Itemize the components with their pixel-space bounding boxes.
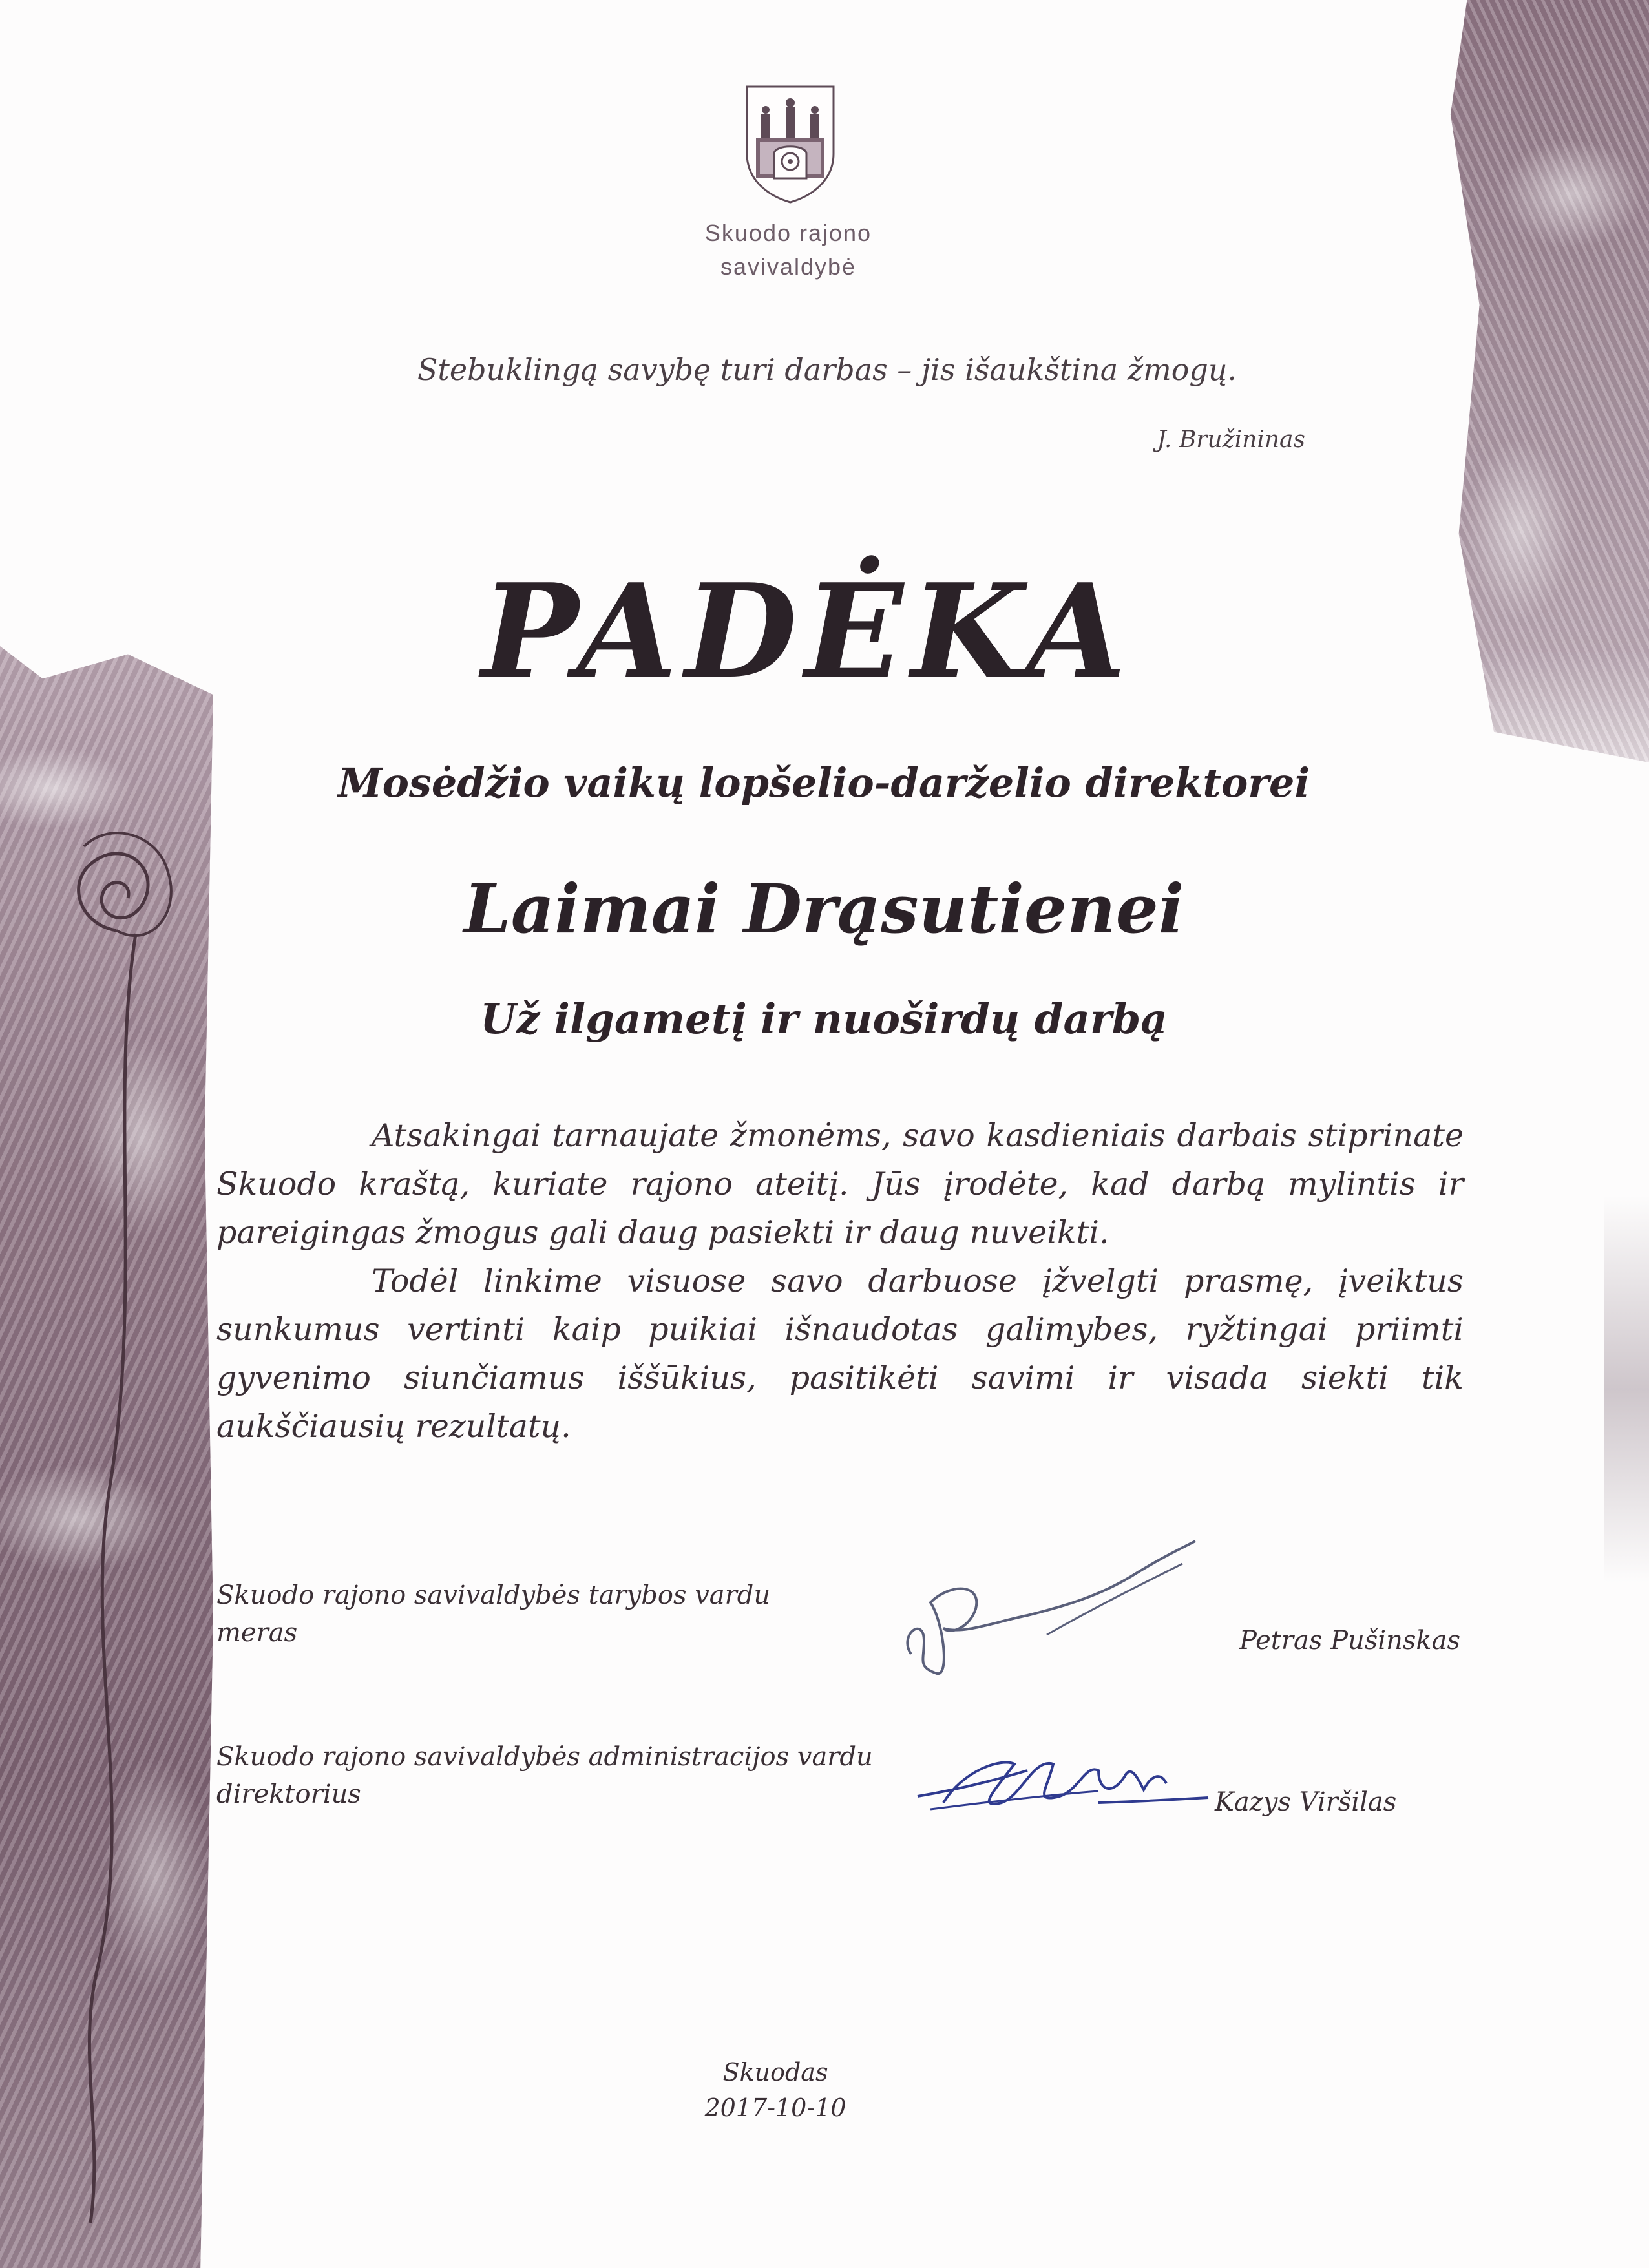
- body-text: [216, 1111, 1464, 1451]
- award-reason: Už ilgametį ir nuoširdų darbą: [480, 995, 1168, 1044]
- issue-date: 2017-10-10: [704, 2094, 846, 2122]
- marble-border-right-edge: [1604, 1195, 1649, 1583]
- issuer-line-2: savivaldybė: [720, 253, 857, 280]
- signatory-2-title: [216, 1738, 927, 1813]
- signatory-2-title-line-2: direktorius: [216, 1780, 361, 1809]
- epigraph-quote: Stebuklingą savybę turi darbas – jis išaukština žmogų.: [417, 352, 1237, 387]
- issue-place: Skuodas: [722, 2058, 828, 2086]
- signature-2-handwritten: [905, 1719, 1215, 1835]
- signatory-1-name: Petras Pušinskas: [1239, 1626, 1460, 1655]
- epigraph-author: J. Bružininas: [1157, 426, 1305, 453]
- body-paragraph-1: Atsakingai tarnaujate žmonėms, savo kasdieniais darbais stiprinate Skuodo kraštą, kuriate rajono ateitį. Jūs įrodėte, kad darbą mylintis ir pareigingas žmogus gali daug pasiekti ir daug nuveikti.: [216, 1117, 1464, 1251]
- signatory-1-title-line-1: Skuodo rajono savivaldybės tarybos vardu: [216, 1580, 771, 1610]
- flower-ornament: [39, 775, 207, 2229]
- signatory-2-name: Kazys Viršilas: [1215, 1787, 1397, 1817]
- body-paragraph-2: Todėl linkime visuose savo darbuose įžvelgti prasmę, įveiktus sunkumus vertinti kaip puikiai išnaudotas galimybes, ryžtingai priimti gyvenimo siunčiamus iššūkius, pasitikėti savimi ir visada siekti tik aukščiausių rezultatų.: [216, 1263, 1464, 1445]
- signatory-1-title: [216, 1577, 863, 1652]
- signatory-2-title-line-1: Skuodo rajono savivaldybės administracijos vardu: [216, 1742, 873, 1772]
- issuer-name: [582, 216, 995, 284]
- recipient-role: Mosėdžio vaikų lopšelio-darželio direktorei: [337, 759, 1310, 806]
- signatory-1-title-line-2: meras: [216, 1618, 298, 1648]
- issuer-line-1: Skuodo rajono: [704, 220, 872, 246]
- recipient-name: Laimai Drąsutienei: [463, 869, 1184, 949]
- marble-border-top-right: [1442, 0, 1649, 762]
- signature-1-handwritten: [885, 1525, 1221, 1693]
- coat-of-arms-icon: [742, 83, 839, 205]
- page-title: PADĖKA: [481, 556, 1134, 708]
